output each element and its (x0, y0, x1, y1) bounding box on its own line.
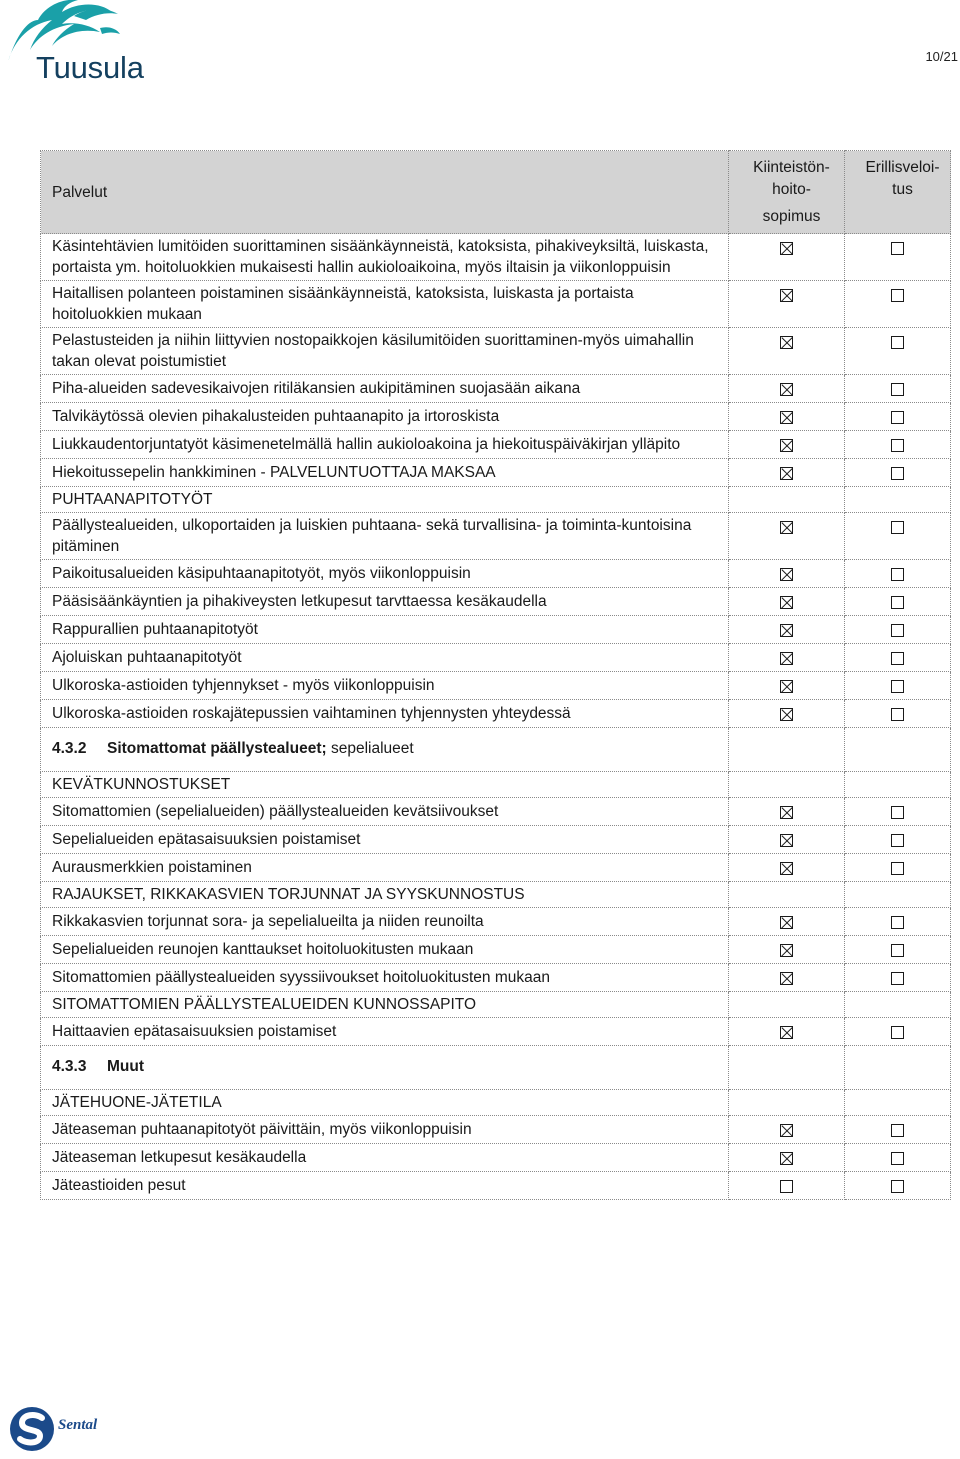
section-heading: Sitomattomat päällystealueet; (107, 740, 327, 757)
service-description: Sepelialueiden reunojen kanttaukset hoitoluokitusten mukaan (41, 936, 729, 964)
empty-cell (729, 487, 845, 513)
empty-cell (845, 1046, 951, 1090)
table-row (41, 560, 951, 588)
contract-cell (729, 1018, 845, 1046)
contract-checkbox-checked[interactable] (780, 336, 793, 349)
empty-cell (729, 772, 845, 798)
table-body (41, 234, 951, 1200)
contract-cell (729, 936, 845, 964)
extra-charge-checkbox[interactable] (891, 1180, 904, 1193)
empty-cell (845, 882, 951, 908)
table-row (41, 281, 951, 328)
contract-cell (729, 644, 845, 672)
service-description: Pelastusteiden ja niihin liittyvien nostopaikkojen käsilumitöiden suorittaminen-myös uimahallin takan olevat poistumistiet (41, 328, 729, 375)
contract-cell (729, 431, 845, 459)
contract-checkbox-checked[interactable] (780, 944, 793, 957)
contract-cell (729, 459, 845, 487)
extra-charge-cell (845, 1018, 951, 1046)
extra-charge-cell (845, 431, 951, 459)
group-heading: SITOMATTOMIEN PÄÄLLYSTEALUEIDEN KUNNOSSAPITO (41, 992, 729, 1018)
service-description: Sepelialueiden epätasaisuuksien poistamiset (41, 826, 729, 854)
contract-cell (729, 908, 845, 936)
extra-charge-cell (845, 1172, 951, 1200)
header-extra-line1: Erillisveloi- (865, 159, 940, 176)
group-heading: PUHTAANAPITOTYÖT (41, 487, 729, 513)
contract-cell (729, 281, 845, 328)
contract-cell (729, 1144, 845, 1172)
table-row (41, 459, 951, 487)
contract-checkbox-checked[interactable] (780, 708, 793, 721)
contract-checkbox[interactable] (780, 1180, 793, 1193)
services-table (40, 150, 951, 1200)
group-heading-row (41, 992, 951, 1018)
service-description: Rikkakasvien torjunnat sora- ja sepelialueilta ja niiden reunoilta (41, 908, 729, 936)
table-row (41, 1172, 951, 1200)
service-description: Hiekoitussepelin hankkiminen - PALVELUNTUOTTAJA MAKSAA (41, 459, 729, 487)
section-suffix: sepelialueet (326, 740, 414, 757)
extra-charge-checkbox[interactable] (891, 1124, 904, 1137)
table-row (41, 644, 951, 672)
service-description: Sitomattomien (sepelialueiden) päällystealueiden kevätsiivoukset (41, 798, 729, 826)
extra-charge-checkbox[interactable] (891, 708, 904, 721)
service-description: Ulkoroska-astioiden tyhjennykset - myös viikonloppuisin (41, 672, 729, 700)
table-row (41, 798, 951, 826)
extra-charge-cell (845, 854, 951, 882)
page-number: 10/21 (925, 49, 958, 64)
service-description: Päällystealueiden, ulkoportaiden ja luiskien puhtaana- sekä turvallisina- ja toiminta-kuntoisina pitäminen (41, 513, 729, 560)
contract-cell (729, 964, 845, 992)
contract-checkbox-checked[interactable] (780, 834, 793, 847)
contract-checkbox-checked[interactable] (780, 652, 793, 665)
contract-checkbox-checked[interactable] (780, 242, 793, 255)
extra-charge-cell (845, 798, 951, 826)
extra-charge-cell (845, 964, 951, 992)
table-row (41, 964, 951, 992)
group-heading-row (41, 882, 951, 908)
table-row (41, 431, 951, 459)
service-description: Jäteaseman puhtaanapitotyöt päivittäin, myös viikonloppuisin (41, 1116, 729, 1144)
contract-checkbox-checked[interactable] (780, 1026, 793, 1039)
service-description: Ulkoroska-astioiden roskajätepussien vaihtaminen tyhjennysten yhteydessä (41, 700, 729, 728)
service-description: Pääsisäänkäyntien ja pihakiveysten letkupesut tarvttaessa kesäkaudella (41, 588, 729, 616)
header-contract (729, 151, 845, 234)
contract-checkbox-checked[interactable] (780, 467, 793, 480)
extra-charge-cell (845, 936, 951, 964)
group-heading: RAJAUKSET, RIKKAKASVIEN TORJUNNAT JA SYYSKUNNOSTUS (41, 882, 729, 908)
table-row (41, 1018, 951, 1046)
empty-cell (845, 992, 951, 1018)
contract-checkbox-checked[interactable] (780, 916, 793, 929)
extra-charge-checkbox[interactable] (891, 1152, 904, 1165)
service-description: Liukkaudentorjuntatyöt käsimenetelmällä hallin aukioloakoina ja hiekoituspäiväkirjan ylläpito (41, 431, 729, 459)
contract-cell (729, 560, 845, 588)
extra-charge-checkbox[interactable] (891, 521, 904, 534)
group-heading: JÄTEHUONE-JÄTETILA (41, 1090, 729, 1116)
service-description: Rappurallien puhtaanapitotyöt (41, 616, 729, 644)
extra-charge-cell (845, 234, 951, 281)
extra-charge-checkbox[interactable] (891, 242, 904, 255)
empty-cell (729, 882, 845, 908)
contract-checkbox-checked[interactable] (780, 439, 793, 452)
table-row (41, 403, 951, 431)
service-description: Jäteaseman letkupesut kesäkaudella (41, 1144, 729, 1172)
service-description: Jäteastioiden pesut (41, 1172, 729, 1200)
service-description: Sitomattomien päällystealueiden syyssiivoukset hoitoluokitusten mukaan (41, 964, 729, 992)
contract-cell (729, 513, 845, 560)
contract-cell (729, 616, 845, 644)
group-heading-row (41, 1090, 951, 1116)
extra-charge-checkbox[interactable] (891, 806, 904, 819)
group-heading: KEVÄTKUNNOSTUKSET (41, 772, 729, 798)
extra-charge-checkbox[interactable] (891, 1026, 904, 1039)
service-description: Paikoitusalueiden käsipuhtaanapitotyöt, myös viikonloppuisin (41, 560, 729, 588)
service-description: Aurausmerkkien poistaminen (41, 854, 729, 882)
extra-charge-cell (845, 644, 951, 672)
extra-charge-cell (845, 328, 951, 375)
extra-charge-checkbox[interactable] (891, 834, 904, 847)
header-contract-line2: hoito- (772, 181, 811, 198)
contract-checkbox-checked[interactable] (780, 568, 793, 581)
extra-charge-cell (845, 375, 951, 403)
table-row (41, 375, 951, 403)
section-row (41, 728, 951, 772)
contract-cell (729, 328, 845, 375)
extra-charge-cell (845, 908, 951, 936)
contract-checkbox-checked[interactable] (780, 862, 793, 875)
header-contract-line3: sopimus (762, 208, 821, 225)
contract-checkbox-checked[interactable] (780, 806, 793, 819)
empty-cell (845, 772, 951, 798)
section-number: 4.3.3 (52, 1058, 87, 1075)
service-description: Käsintehtävien lumitöiden suorittaminen sisäänkäynneistä, katoksista, pihakiveyksiltä, luiskasta, portaista ym. hoitoluokkien mukaisesti hallin aukioloaikoina, myös iltaisin ja viikonloppuisin (41, 234, 729, 281)
contract-cell (729, 700, 845, 728)
extra-charge-cell (845, 459, 951, 487)
footer-wordmark: Sental (58, 1417, 98, 1433)
extra-charge-checkbox[interactable] (891, 680, 904, 693)
contract-cell (729, 672, 845, 700)
extra-charge-checkbox[interactable] (891, 862, 904, 875)
extra-charge-checkbox[interactable] (891, 411, 904, 424)
header-services: Palvelut (41, 151, 729, 234)
table-row (41, 588, 951, 616)
empty-cell (845, 487, 951, 513)
extra-charge-checkbox[interactable] (891, 336, 904, 349)
table-row (41, 328, 951, 375)
service-description: Ajoluiskan puhtaanapitotyöt (41, 644, 729, 672)
sental-s-icon (8, 1404, 58, 1454)
table-row (41, 826, 951, 854)
section-heading: Muut (107, 1058, 145, 1075)
extra-charge-checkbox[interactable] (891, 568, 904, 581)
extra-charge-cell (845, 560, 951, 588)
contract-checkbox-checked[interactable] (780, 521, 793, 534)
service-description: Piha-alueiden sadevesikaivojen ritiläkansien aukipitäminen suojasään aikana (41, 375, 729, 403)
contract-checkbox-checked[interactable] (780, 411, 793, 424)
contract-cell (729, 1116, 845, 1144)
table-row (41, 700, 951, 728)
contract-cell (729, 798, 845, 826)
extra-charge-checkbox[interactable] (891, 944, 904, 957)
contract-cell (729, 403, 845, 431)
extra-charge-checkbox[interactable] (891, 289, 904, 302)
section-row (41, 1046, 951, 1090)
extra-charge-cell (845, 1144, 951, 1172)
extra-charge-checkbox[interactable] (891, 624, 904, 637)
empty-cell (729, 1090, 845, 1116)
extra-charge-cell (845, 616, 951, 644)
table-row (41, 616, 951, 644)
extra-charge-cell (845, 403, 951, 431)
logo-wordmark: Tuusula (36, 50, 144, 85)
contract-cell (729, 588, 845, 616)
header-extra-charge (845, 151, 951, 234)
contract-checkbox-checked[interactable] (780, 289, 793, 302)
table-row (41, 1116, 951, 1144)
section-number: 4.3.2 (52, 740, 87, 757)
contract-cell (729, 375, 845, 403)
extra-charge-cell (845, 281, 951, 328)
table-row (41, 513, 951, 560)
contract-checkbox-checked[interactable] (780, 624, 793, 637)
contract-checkbox-checked[interactable] (780, 1124, 793, 1137)
table-row (41, 234, 951, 281)
contract-checkbox-checked[interactable] (780, 596, 793, 609)
section-title (41, 728, 729, 772)
header-extra-line2: tus (892, 181, 913, 198)
extra-charge-cell (845, 700, 951, 728)
table-header-row (41, 151, 951, 234)
extra-charge-cell (845, 672, 951, 700)
extra-charge-cell (845, 1116, 951, 1144)
contract-checkbox-checked[interactable] (780, 680, 793, 693)
service-description: Talvikäytössä olevien pihakalusteiden puhtaanapito ja irtoroskista (41, 403, 729, 431)
table-row (41, 672, 951, 700)
contract-checkbox-checked[interactable] (780, 383, 793, 396)
extra-charge-checkbox[interactable] (891, 652, 904, 665)
extra-charge-checkbox[interactable] (891, 972, 904, 985)
empty-cell (729, 728, 845, 772)
table-row (41, 908, 951, 936)
header-contract-line1: Kiinteistön- (753, 159, 830, 176)
contract-cell (729, 1172, 845, 1200)
extra-charge-checkbox[interactable] (891, 467, 904, 480)
empty-cell (845, 728, 951, 772)
group-heading-row (41, 772, 951, 798)
contract-checkbox-checked[interactable] (780, 1152, 793, 1165)
extra-charge-checkbox[interactable] (891, 596, 904, 609)
extra-charge-checkbox[interactable] (891, 439, 904, 452)
contract-cell (729, 854, 845, 882)
extra-charge-cell (845, 826, 951, 854)
contract-checkbox-checked[interactable] (780, 972, 793, 985)
empty-cell (729, 1046, 845, 1090)
extra-charge-cell (845, 513, 951, 560)
extra-charge-checkbox[interactable] (891, 383, 904, 396)
empty-cell (845, 1090, 951, 1116)
extra-charge-cell (845, 588, 951, 616)
table-row (41, 936, 951, 964)
contract-cell (729, 826, 845, 854)
section-title (41, 1046, 729, 1090)
table-row (41, 1144, 951, 1172)
service-description: Haitallisen polanteen poistaminen sisäänkäynneistä, katoksista, luiskasta ja portaista hoitoluokkien mukaan (41, 281, 729, 328)
contract-cell (729, 234, 845, 281)
extra-charge-checkbox[interactable] (891, 916, 904, 929)
table-row (41, 854, 951, 882)
group-heading-row (41, 487, 951, 513)
service-description: Haittaavien epätasaisuuksien poistamiset (41, 1018, 729, 1046)
empty-cell (729, 992, 845, 1018)
